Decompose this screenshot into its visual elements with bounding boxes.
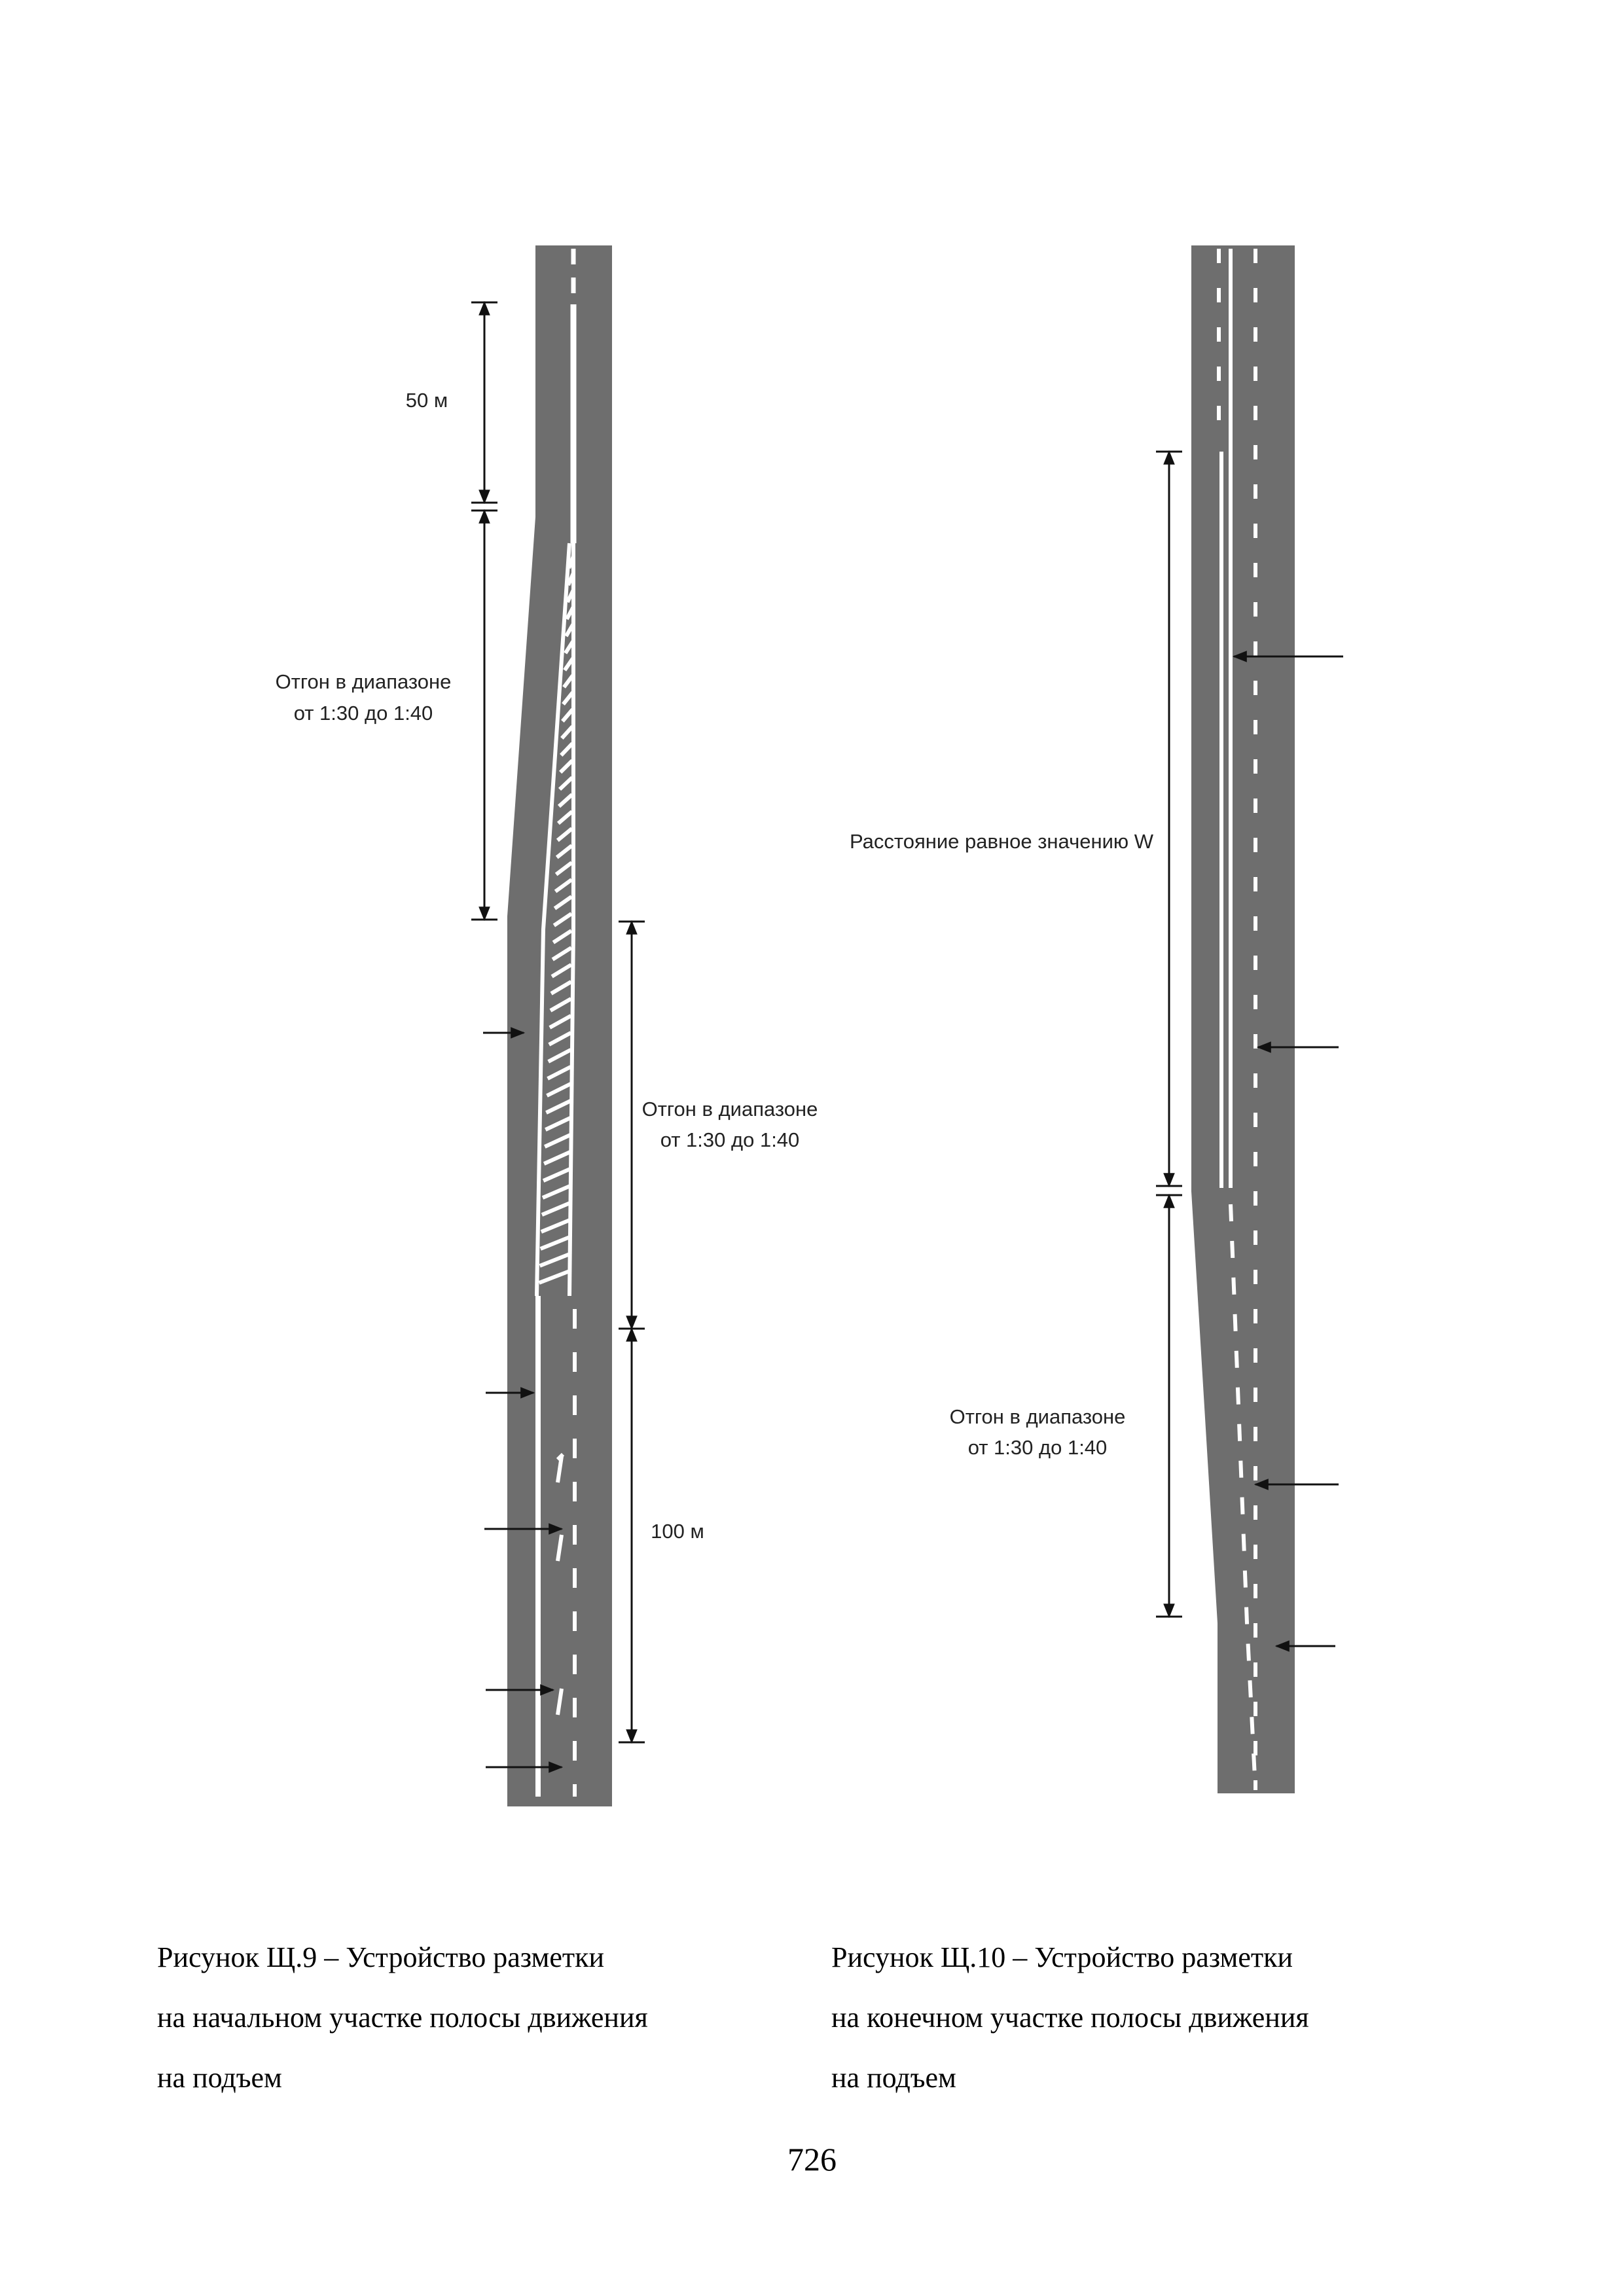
- figure-9-dimension-taper-bottom: [619, 922, 645, 1329]
- figure-9-label-taper-bottom-line1: Отгон в диапазоне: [641, 1098, 818, 1121]
- figure-10-caption-line3: на подъем: [831, 2062, 956, 2094]
- figure-10-label-taper-line2: от 1:30 до 1:40: [967, 1436, 1108, 1459]
- figure-10-dimension-taper: [1156, 1195, 1182, 1617]
- figure-10-label-distance-w: Расстояние равное значению W: [849, 830, 1154, 853]
- figure-9-caption-line1: Рисунок Щ.9 – Устройство разметки: [157, 1941, 605, 1973]
- figure-9-caption-line3: на подъем: [157, 2062, 282, 2094]
- figure-9-label-taper-top-line1: Отгон в диапазоне: [275, 670, 452, 693]
- page-number: 726: [787, 2141, 837, 2178]
- figure-9-road: [507, 245, 612, 1806]
- figure-9-label-taper-bottom-line2: от 1:30 до 1:40: [660, 1128, 800, 1151]
- figure-9-caption: [157, 1928, 648, 2108]
- figure-10-label-taper-line1: Отгон в диапазоне: [949, 1405, 1126, 1428]
- figure-10-dimension-w: [1156, 452, 1182, 1186]
- figure-9-caption-line2: на начальном участке полосы движения: [157, 2001, 648, 2034]
- figure-10-caption-line2: на конечном участке полосы движения: [831, 2001, 1309, 2034]
- figure-10-diagram: [850, 245, 1343, 1793]
- figure-9-label-100: 100 м: [651, 1520, 704, 1543]
- figure-10-caption-line1: Рисунок Щ.10 – Устройство разметки: [831, 1941, 1293, 1973]
- figure-9-label-50: 50 м: [405, 389, 448, 412]
- figure-10-caption: [831, 1928, 1309, 2108]
- figure-9-dimension-taper-top: [471, 511, 497, 920]
- figure-9-diagram: [276, 245, 818, 1806]
- figure-9-dimension-100: [619, 1329, 645, 1742]
- figure-9-dimension-50: [471, 302, 497, 503]
- figure-9-label-taper-top-line2: от 1:30 до 1:40: [293, 702, 433, 725]
- figure-10-road: [1191, 245, 1295, 1793]
